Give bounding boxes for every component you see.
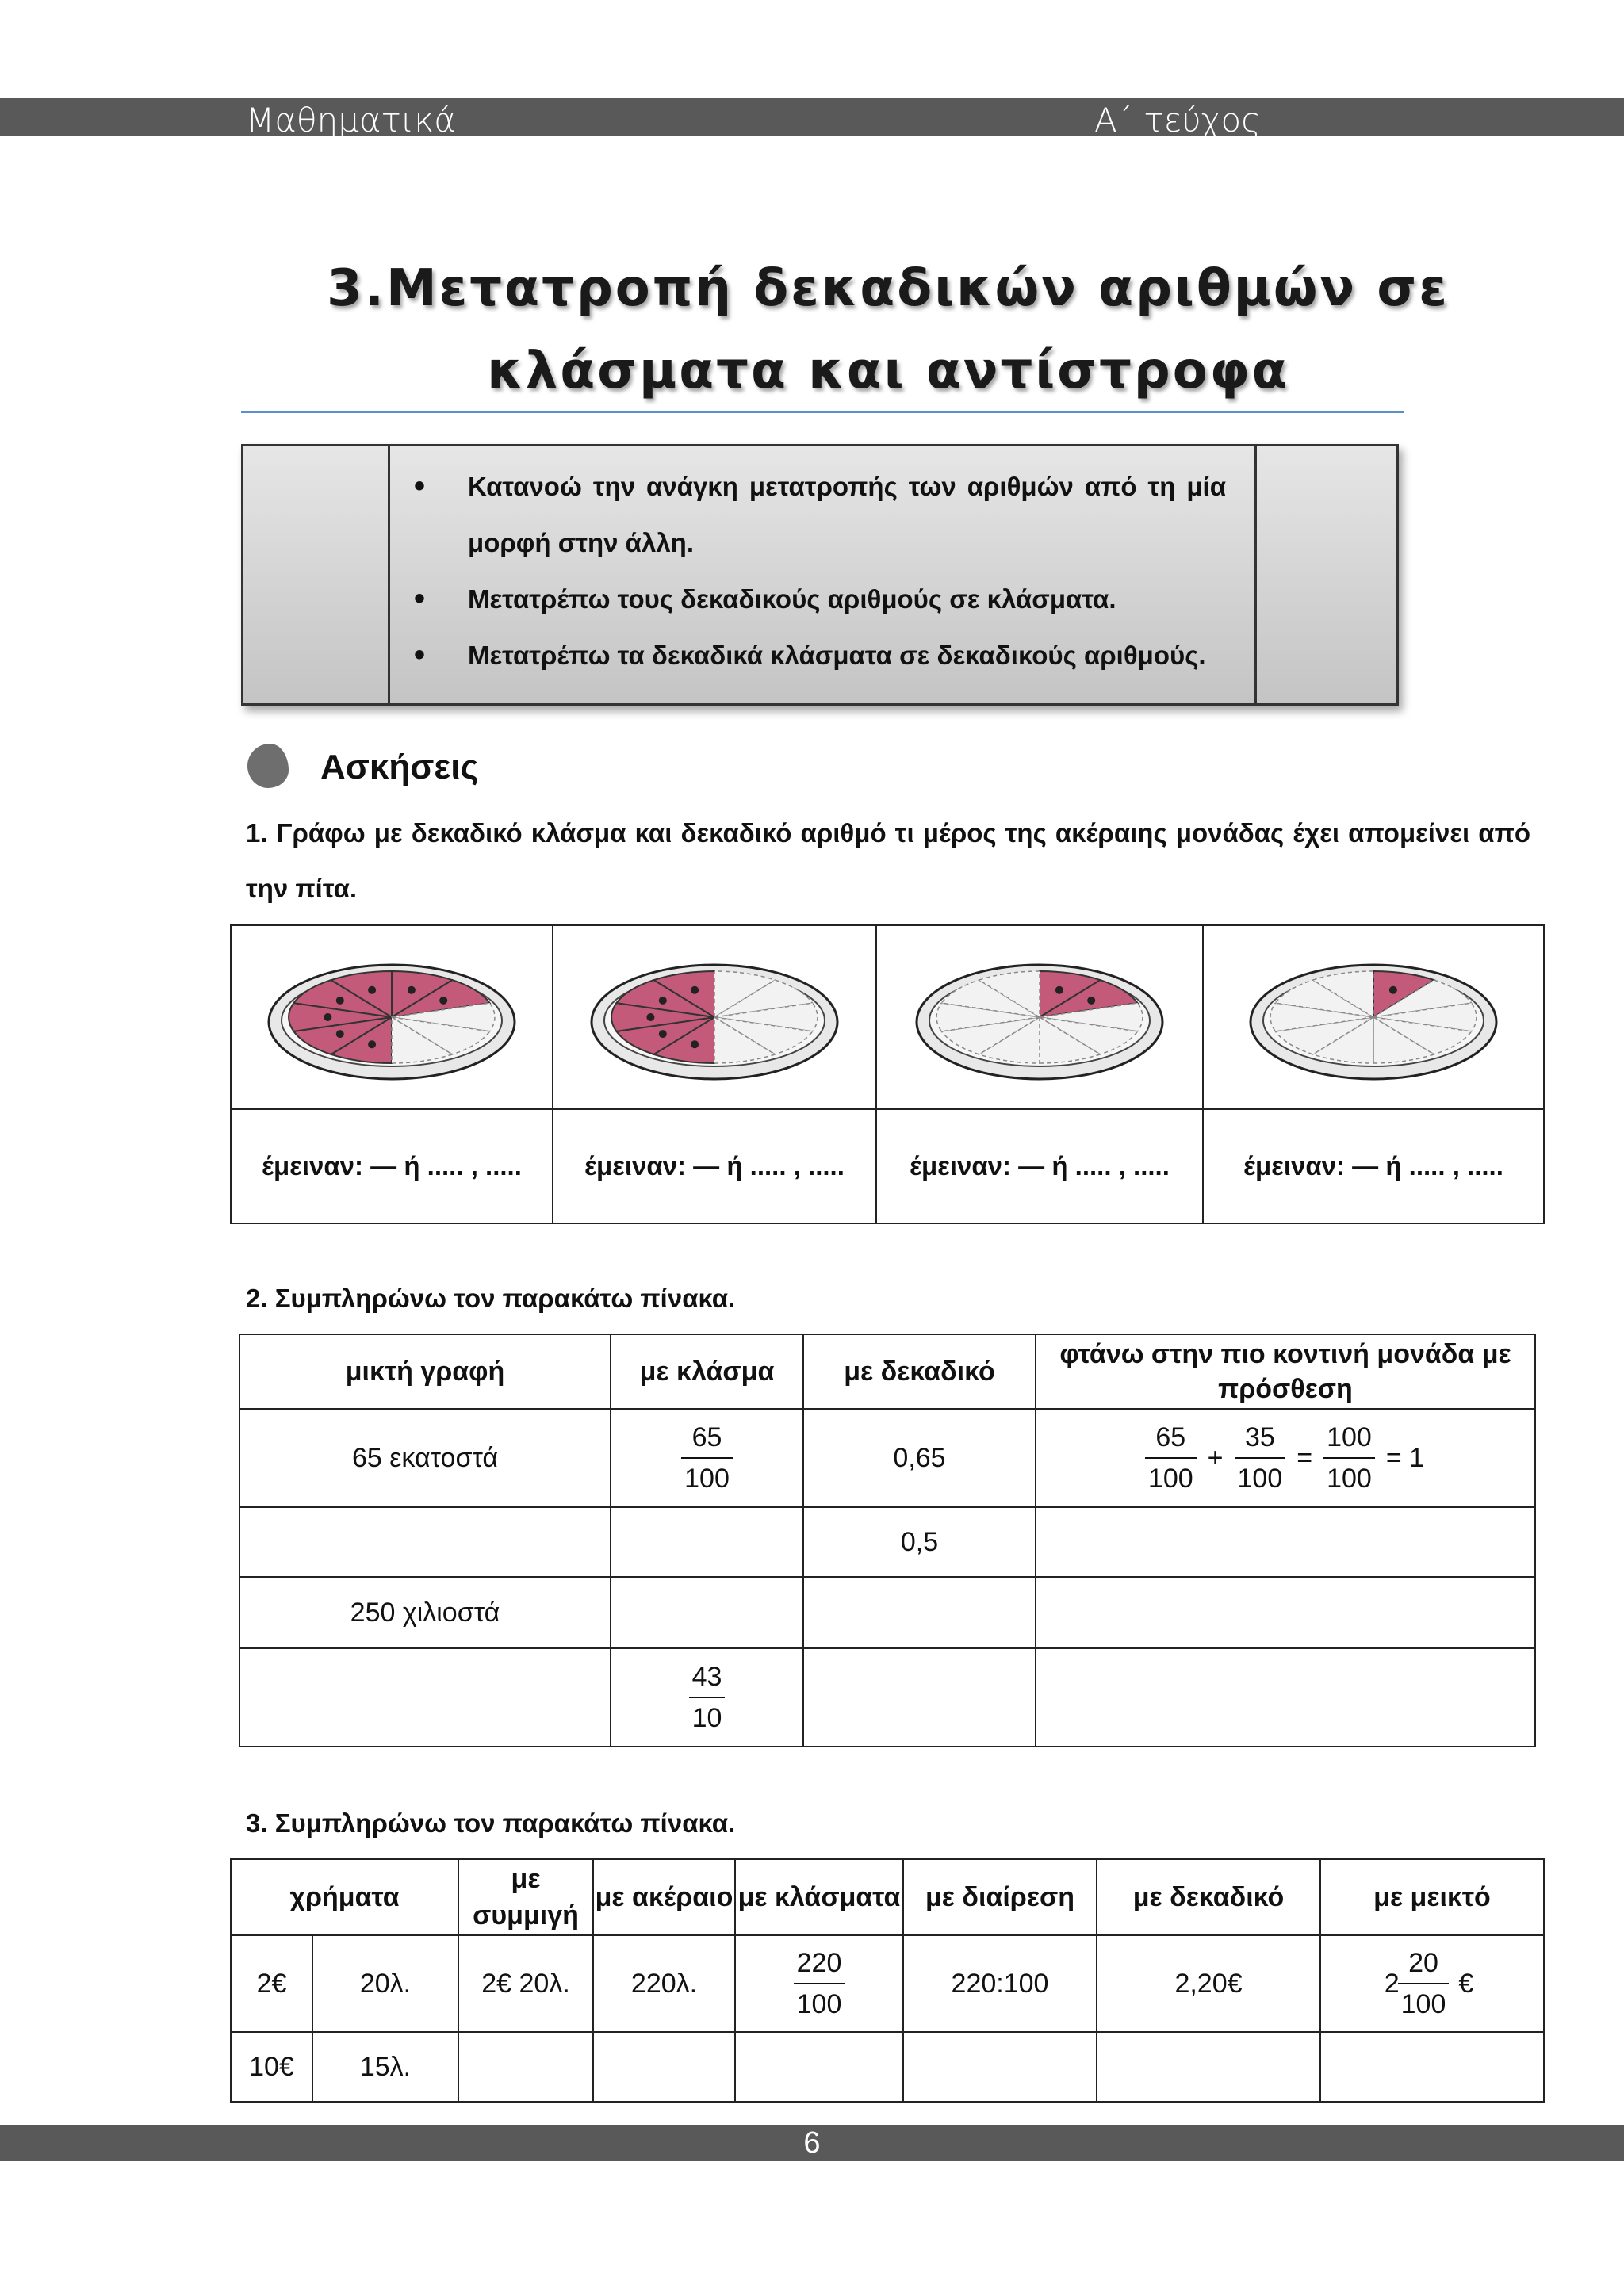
mixed-cell: 250 χιλιοστά [239, 1577, 611, 1648]
sum-cell[interactable] [1036, 1577, 1535, 1648]
numerator: 65 [1145, 1418, 1197, 1459]
decimal-cell[interactable] [803, 1577, 1036, 1648]
fraction [794, 1943, 845, 2024]
pie-image [584, 950, 845, 1085]
denominator: 100 [1400, 1989, 1446, 2019]
numerator: 35 [1235, 1418, 1286, 1459]
pies-table [230, 924, 1545, 1224]
decimal-cell: 0,5 [803, 1507, 1036, 1577]
objective-item: • Κατανοώ την ανάγκη μετατροπής των αριθμών από τη μία μορφή στην άλλη. [414, 458, 1226, 571]
compound-cell: 2€ 20λ. [458, 1935, 593, 2032]
fraction-cell[interactable] [611, 1507, 803, 1577]
column-header: φτάνω στην πιο κοντινή μονάδα με πρόσθεση [1036, 1334, 1535, 1409]
answer-cell[interactable]: έμειναν: — ή ..... , ..... [231, 1109, 553, 1223]
pie-slice-dot [368, 986, 376, 994]
division-cell[interactable] [903, 2032, 1097, 2102]
euros-cell: 2€ [231, 1935, 312, 2032]
table-row [239, 1507, 1535, 1577]
column-header: χρήματα [231, 1859, 458, 1935]
decimal-cell[interactable] [1097, 2032, 1320, 2102]
pie-slice-dot [324, 1013, 331, 1021]
pie-image [1243, 950, 1504, 1085]
answer-cell[interactable]: έμειναν: — ή ..... , ..... [1203, 1109, 1544, 1223]
pie-slice-dot [1055, 986, 1063, 994]
integer-cell: 220λ. [593, 1935, 735, 2032]
denominator: 100 [684, 1464, 730, 1494]
pie-slice-dot [368, 1040, 376, 1048]
denominator: 100 [796, 1989, 842, 2019]
objective-item: • Μετατρέπω τους δεκαδικούς αριθμούς σε κλάσματα. [414, 571, 1226, 627]
table-row [231, 1935, 1544, 2032]
page-title [238, 247, 1538, 412]
pie-cell [553, 925, 876, 1109]
pie-cell [876, 925, 1203, 1109]
denominator: 10 [691, 1703, 722, 1733]
column-header: με δεκαδικό [803, 1334, 1036, 1409]
fraction [681, 1418, 733, 1498]
numerator: 100 [1323, 1418, 1375, 1459]
mixed-cell[interactable] [239, 1507, 611, 1577]
decimal-cell: 0,65 [803, 1409, 1036, 1507]
decimal-cell[interactable] [803, 1648, 1036, 1747]
euros-cell: 10€ [231, 2032, 312, 2102]
conversion-table [239, 1334, 1536, 1747]
table-row [239, 1409, 1535, 1507]
question-2-text: 2. Συμπληρώνω τον παρακάτω πίνακα. [246, 1284, 736, 1313]
equals-sign: = [1297, 1442, 1313, 1473]
integer-cell[interactable] [593, 2032, 735, 2102]
header-subject: Μαθηματικά [246, 101, 456, 140]
denominator: 100 [1237, 1464, 1283, 1494]
pie-cell [1203, 925, 1544, 1109]
mixed-cell[interactable] [239, 1648, 611, 1747]
pie-slice-dot [659, 997, 667, 1004]
compound-cell[interactable] [458, 2032, 593, 2102]
pie-slice-dot [691, 1040, 699, 1048]
question-3-text: 3. Συμπληρώνω τον παρακάτω πίνακα. [246, 1808, 736, 1838]
denominator: 100 [1147, 1464, 1193, 1494]
question-1-text: 1. Γράφω με δεκαδικό κλάσμα και δεκαδικό αριθμό τι μέρος της ακέραιης μονάδας έχει απομείνει από την πίτα. [246, 818, 1530, 903]
numerator: 43 [689, 1657, 726, 1698]
title-line-2: κλάσματα και αντίστροφα [487, 342, 1289, 400]
denominator: 100 [1327, 1464, 1372, 1494]
exercises-heading: Ασκήσεις [320, 748, 479, 786]
money-table [230, 1858, 1545, 2103]
column-header: με συμμιγή [458, 1859, 593, 1935]
sum-cell [1036, 1409, 1535, 1507]
title-line-1: 3.Μετατροπή δεκαδικών αριθμών σε [327, 259, 1450, 318]
objectives-inner [388, 444, 1257, 706]
division-cell: 220:100 [903, 1935, 1097, 2032]
pie-slice-dot [646, 1013, 654, 1021]
pie-slice-dot [691, 986, 699, 994]
fraction [689, 1657, 726, 1738]
column-header: με ακέραιο [593, 1859, 735, 1935]
pie-slice-dot [439, 997, 447, 1004]
cents-cell: 20λ. [312, 1935, 458, 2032]
column-header: με δεκαδικό [1097, 1859, 1320, 1935]
column-header: με διαίρεση [903, 1859, 1097, 1935]
cents-cell: 15λ. [312, 2032, 458, 2102]
objectives-box [241, 444, 1399, 706]
numerator: 65 [681, 1418, 733, 1459]
table-row [239, 1577, 1535, 1648]
sum-result: = 1 [1385, 1442, 1425, 1473]
pie-slice-dot [1087, 997, 1095, 1004]
fraction-cell [735, 1935, 903, 2032]
sum-cell[interactable] [1036, 1507, 1535, 1577]
column-header: με κλάσμα [611, 1334, 803, 1409]
numerator: 20 [1398, 1943, 1450, 1984]
fraction-cell[interactable] [735, 2032, 903, 2102]
euro-sign: € [1458, 1968, 1474, 1999]
answer-cell[interactable]: έμειναν: — ή ..... , ..... [876, 1109, 1203, 1223]
blob-icon [247, 744, 289, 788]
fraction [1398, 1943, 1450, 2024]
numerator: 220 [794, 1943, 845, 1984]
pie-slice-dot [1389, 986, 1397, 994]
decimal-cell: 2,20€ [1097, 1935, 1320, 2032]
mixed-whole: 2 [1384, 1968, 1400, 1999]
objective-item: • Μετατρέπω τα δεκαδικά κλάσματα σε δεκαδικούς αριθμούς. [414, 627, 1226, 683]
pie-cell [231, 925, 553, 1109]
header-band [0, 98, 1624, 140]
pie-image [909, 950, 1170, 1085]
column-header: με κλάσματα [735, 1859, 903, 1935]
header-volume: Α΄ τεύχος [1094, 101, 1261, 140]
pie-slice-dot [408, 986, 416, 994]
fraction [1235, 1418, 1286, 1498]
plus-sign: + [1207, 1442, 1224, 1473]
mixed-cell: 65 εκατοστά [239, 1409, 611, 1507]
column-header: με μεικτό [1320, 1859, 1544, 1935]
mixed-cell [1320, 1935, 1544, 2032]
pie-slice-dot [336, 1030, 344, 1038]
fraction-cell [611, 1648, 803, 1747]
table-row [239, 1648, 1535, 1747]
footer-band [0, 2125, 1624, 2161]
fraction [1323, 1418, 1375, 1498]
column-header: μικτή γραφή [239, 1334, 611, 1409]
pie-slice-dot [336, 997, 344, 1004]
pie-image [261, 950, 523, 1085]
sum-cell[interactable] [1036, 1648, 1535, 1747]
page-number: 6 [803, 2126, 821, 2160]
fraction-cell[interactable] [611, 1577, 803, 1648]
answer-cell[interactable]: έμειναν: — ή ..... , ..... [553, 1109, 876, 1223]
fraction [1145, 1418, 1197, 1498]
table-row [231, 2032, 1544, 2102]
mixed-cell[interactable] [1320, 2032, 1544, 2102]
title-divider [241, 411, 1404, 413]
pie-slice-dot [659, 1030, 667, 1038]
fraction-cell [611, 1409, 803, 1507]
objectives-list [414, 458, 1226, 683]
